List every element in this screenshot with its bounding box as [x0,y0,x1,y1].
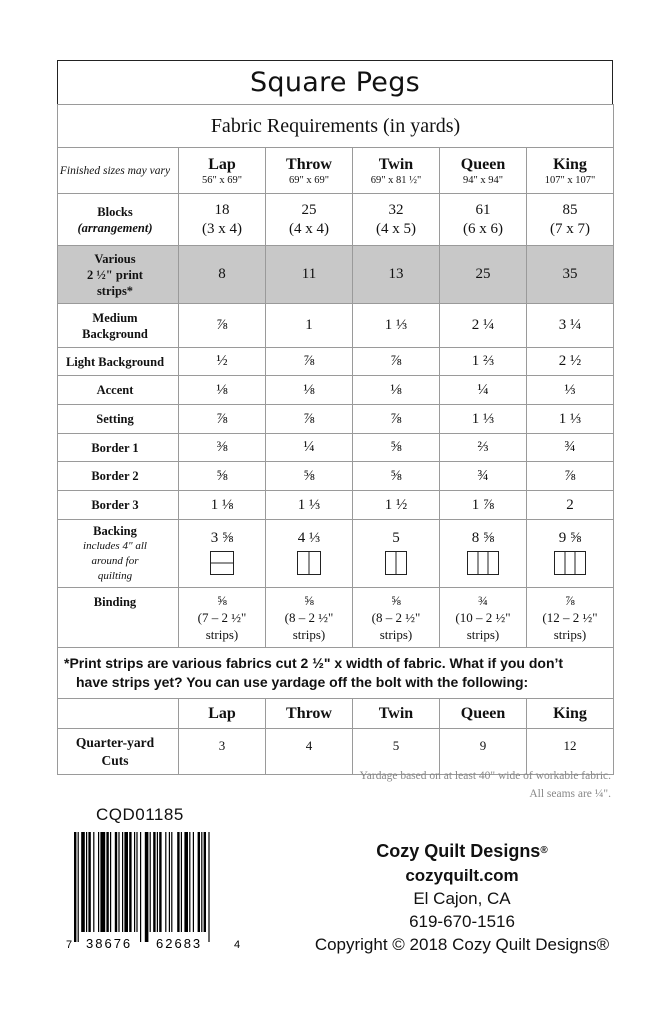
size-name: Throw [286,705,332,722]
binding-row [58,588,614,648]
yardage-value: ⅞ [527,462,614,491]
yardage-value: 3 ¼ [527,304,614,348]
backing-cell [179,520,266,588]
size-cell-throw [266,148,353,194]
company-name [262,838,662,864]
copyright: Copyright © 2018 Cozy Quilt Designs® [314,935,610,954]
row-label: Binding [58,588,179,648]
barcode-bars [74,832,210,942]
backing-note: includes 4" all [83,540,147,552]
row-label: Accent [58,376,179,405]
yardage-value: ⅓ [527,376,614,405]
size-name: Lap [208,705,236,722]
yardage-value: ⅛ [353,376,440,405]
fine-print-line: Yardage based on at least 40" wide of workable fabric. [359,770,611,782]
row-label-line: Background [82,326,148,341]
backing-value: 3 ⅝ [210,529,234,546]
strips-row [58,246,614,304]
blocks-cell [179,194,266,246]
size-cell [440,699,527,729]
yardage-value: 1 [266,304,353,348]
backing-cell [266,520,353,588]
size-cell [527,699,614,729]
barcode-bar [204,832,206,932]
binding-strips-word: strips) [466,627,500,642]
barcode-bar [157,832,158,932]
yardage-value: ⅜ [179,434,266,462]
company-name-text: Cozy Quilt Designs [376,841,541,861]
yardage-value: 1 ⅓ [353,304,440,348]
block-arrangement: (3 x 4) [202,220,242,237]
strips-value: 25 [440,246,527,304]
barcode-bar [189,832,190,932]
block-arrangement: (7 x 7) [550,220,590,237]
strips-value: 8 [179,246,266,304]
yardage-value: 1 ⅓ [527,405,614,434]
size-dims: 69" x 81 ½" [370,174,422,186]
yardage-value: ⅝ [179,462,266,491]
barcode-bar [118,832,119,932]
strips-label [58,246,179,304]
empty-cell [58,699,179,729]
fine-print-line: All seams are ¼". [529,788,611,800]
yardage-value: 1 ⅛ [179,491,266,520]
binding-cell [353,588,440,648]
barcode-bar [150,832,151,932]
yardage-value: 1 ⅓ [266,491,353,520]
quarter-value: 12 [527,729,614,775]
barcode-digit-right: 4 [234,939,241,951]
three-panel-backing-icon [467,551,499,575]
barcode-bar [136,832,137,932]
yardage-value: 2 [527,491,614,520]
light-background-row [58,348,614,376]
company-phone: 619-670-1516 [409,912,515,931]
row-label: Border 1 [58,434,179,462]
backing-cell [353,520,440,588]
yardage-value: 2 ¼ [440,304,527,348]
row-label-line: Medium [92,310,138,325]
blocks-cell [353,194,440,246]
product-code: CQD01185 [96,805,184,824]
quarter-label-line: Quarter-yard [75,734,155,750]
row-label: Light Background [58,348,179,376]
sizes-row-repeat [58,699,614,729]
barcode-bar [184,832,188,932]
blocks-label-text: Blocks [97,204,133,219]
block-arrangement: (6 x 6) [463,220,503,237]
row-label [58,304,179,348]
company-city: El Cajon, CA [413,889,511,908]
border-2-row [58,462,614,491]
backing-note: around for [91,555,139,567]
yardage-value: ⅝ [353,434,440,462]
row-label: Border 3 [58,491,179,520]
barcode-bar [129,832,131,932]
barcode-digits-mid2: 62683 [156,936,203,951]
block-count: 18 [214,201,230,218]
barcode-bar [74,832,76,942]
binding-yards: ⅞ [565,593,575,608]
yardage-value: ⅞ [266,348,353,376]
yardage-value: ⅞ [353,405,440,434]
binding-strips-word: strips) [379,627,413,642]
size-cell-twin [353,148,440,194]
quarter-value: 9 [440,729,527,775]
barcode-bar [110,832,111,932]
barcode-bar [169,832,170,932]
company-url[interactable]: cozyquilt.com [405,866,519,885]
binding-cell [527,588,614,648]
yardage-value: 1 ⅞ [440,491,527,520]
quarter-yard-label [58,729,179,775]
yardage-value: 2 ½ [527,348,614,376]
yardage-value: ⅞ [179,405,266,434]
barcode-bar [153,832,155,932]
size-dims: 69" x 69" [288,174,330,186]
note-line: have strips yet? You can use yardage off the bolt with the following: [76,674,529,690]
binding-yards: ⅝ [217,593,227,608]
sizes-note: Finished sizes may vary [58,148,179,194]
binding-yards: ⅝ [304,593,314,608]
blocks-row [58,194,614,246]
backing-cell [440,520,527,588]
setting-row [58,405,614,434]
size-cell-king [527,148,614,194]
block-arrangement: (4 x 4) [289,220,329,237]
backing-cell [527,520,614,588]
size-name: Twin [378,155,414,173]
size-cell [353,699,440,729]
barcode-bar [134,832,135,932]
binding-cell [179,588,266,648]
barcode-digit-left: 7 [66,939,73,951]
strips-value: 35 [527,246,614,304]
barcode-bar [201,832,202,932]
size-cell-lap [179,148,266,194]
binding-cell [440,588,527,648]
blocks-cell [527,194,614,246]
size-name: King [553,705,587,722]
barcode-bar [88,832,90,932]
horizontal-seam-backing-icon [210,551,234,575]
yardage-value: ⅔ [440,434,527,462]
blocks-label [58,194,179,246]
strips-value: 13 [353,246,440,304]
size-dims: 107" x 107" [544,174,596,186]
quarter-value: 3 [179,729,266,775]
company-info [262,838,662,956]
backing-label-text: Backing [93,524,137,538]
barcode-bar [159,832,161,932]
size-cell [266,699,353,729]
size-dims: 94" x 94" [462,174,504,186]
subtitle-row [58,105,614,148]
yardage-value: 1 ⅓ [440,405,527,434]
accent-row [58,376,614,405]
strips-label-line: 2 ½" print [87,267,143,282]
barcode-bar [124,832,128,932]
barcode-bar [78,832,79,942]
block-count: 61 [475,201,491,218]
barcode-bar [100,832,105,932]
backing-note: quilting [97,570,133,582]
yardage-value: ⅛ [179,376,266,405]
size-name: Lap [208,155,236,173]
yardage-value: ⅞ [353,348,440,376]
registered-mark: ® [540,845,548,856]
size-name: Throw [286,155,332,173]
binding-strips-word: strips) [292,627,326,642]
yardage-value: ⅞ [266,405,353,434]
barcode-bar [93,832,94,932]
size-name: King [553,155,587,173]
row-label: Setting [58,405,179,434]
barcode-bar [171,832,172,932]
block-arrangement: (4 x 5) [376,220,416,237]
yardage-value: ⅞ [179,304,266,348]
barcode-bar [140,832,141,942]
barcode-bar [86,832,87,932]
block-count: 32 [388,201,404,218]
strips-label-line: Various [94,251,136,266]
backing-value: 5 [392,529,400,546]
barcode-bar [115,832,117,932]
barcode-bar [122,832,123,932]
barcode-bar [208,832,209,942]
block-count: 25 [301,201,317,218]
binding-strips-word: strips) [205,627,239,642]
size-cell-queen [440,148,527,194]
row-label: Border 2 [58,462,179,491]
quarter-value: 4 [266,729,353,775]
barcode-bar [165,832,166,932]
medium-background-row [58,304,614,348]
page-title: Square Pegs [249,67,421,98]
border-3-row [58,491,614,520]
binding-strips-word: strips) [553,627,587,642]
barcode-bar [81,832,85,932]
blocks-cell [440,194,527,246]
barcode-bar [181,832,182,932]
block-count: 85 [562,201,578,218]
border-1-row [58,434,614,462]
yardage-value: ½ [179,348,266,376]
yardage-value: ⅝ [353,462,440,491]
three-panel-backing-icon [554,551,586,575]
backing-value: 9 ⅝ [558,529,582,546]
backing-row [58,520,614,588]
size-name: Queen [460,705,506,722]
yardage-value: ¼ [440,376,527,405]
vertical-seam-backing-icon [385,551,407,575]
yardage-value: ⅛ [266,376,353,405]
blocks-cell [266,194,353,246]
binding-strips: (7 – 2 ½" [197,610,247,625]
size-name: Queen [460,155,506,173]
fabric-requirements-table [57,104,614,775]
size-name: Twin [378,705,414,722]
barcode-bar [98,832,99,932]
barcode-icon [64,832,244,952]
backing-label [58,520,179,588]
fine-print [360,767,611,803]
yardage-value: ¼ [266,434,353,462]
backing-value: 4 ⅓ [297,529,321,546]
binding-strips: (12 – 2 ½" [542,610,598,625]
barcode-digits-mid1: 38676 [86,936,133,951]
table-subtitle: Fabric Requirements (in yards) [58,105,614,148]
title-box [57,60,613,105]
quarter-label-line: Cuts [101,752,129,768]
yardage-value: 1 ⅔ [440,348,527,376]
yardage-value: ¾ [440,462,527,491]
blocks-sublabel: (arrangement) [77,220,153,235]
barcode-bar [177,832,179,932]
strips-value: 11 [266,246,353,304]
vertical-seam-backing-icon [297,551,321,575]
quarter-value: 5 [353,729,440,775]
strips-label-line: strips* [96,283,134,298]
size-cell [179,699,266,729]
note-line: *Print strips are various fabrics cut 2 ½" x width of fabric. What if you don’t [64,655,564,671]
barcode-bar [198,832,200,932]
print-strips-note-row [58,648,614,699]
binding-yards: ⅝ [391,593,401,608]
barcode-bar [145,832,149,942]
binding-yards: ¾ [478,593,488,608]
barcode-bar [106,832,108,932]
print-strips-note [58,648,614,699]
binding-strips: (8 – 2 ½" [284,610,334,625]
size-dims: 56" x 69" [201,174,243,186]
yardage-value: 1 ½ [353,491,440,520]
backing-value: 8 ⅝ [471,529,495,546]
binding-strips: (8 – 2 ½" [371,610,421,625]
binding-cell [266,588,353,648]
yardage-value: ¾ [527,434,614,462]
binding-strips: (10 – 2 ½" [455,610,511,625]
barcode-bar [193,832,194,932]
sizes-row [58,148,614,194]
yardage-value: ⅝ [266,462,353,491]
